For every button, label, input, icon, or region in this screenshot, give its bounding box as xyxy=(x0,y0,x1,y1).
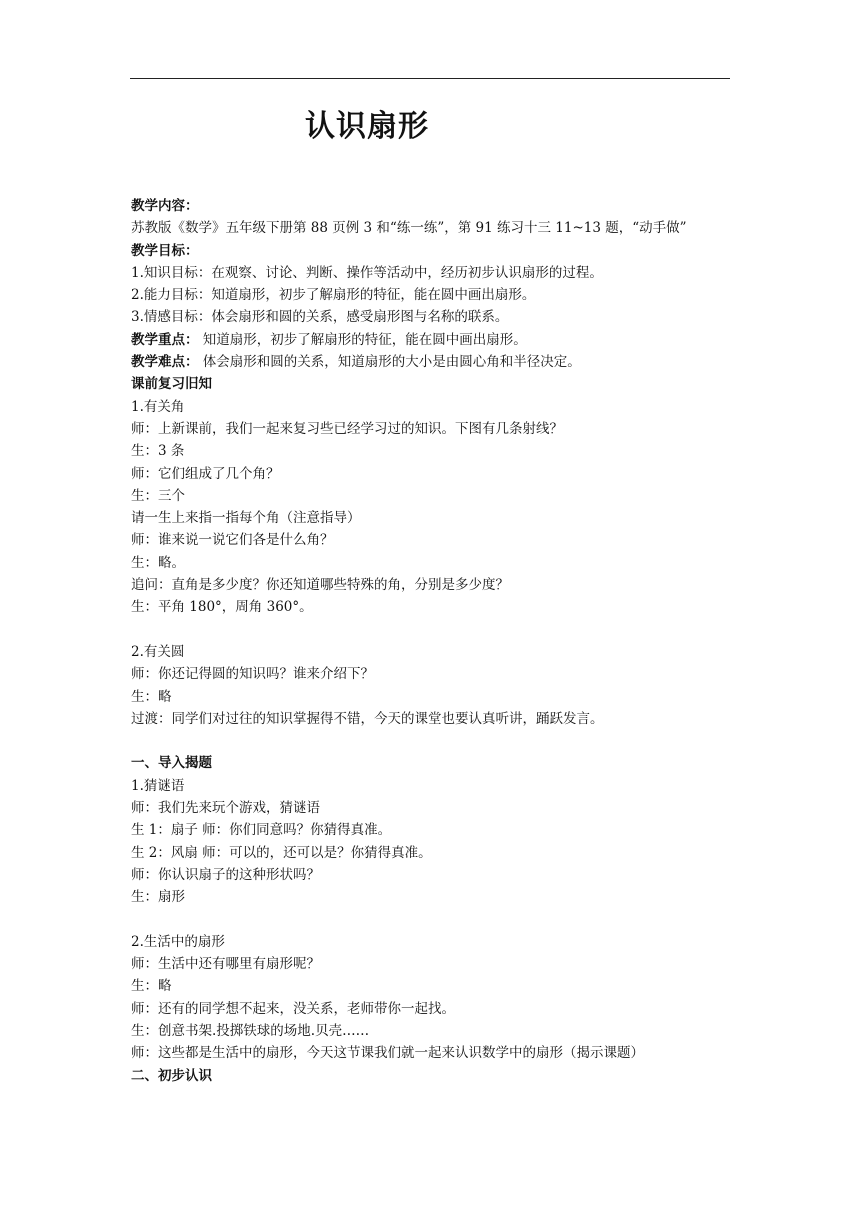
text-line xyxy=(131,819,741,841)
text-line xyxy=(131,418,741,440)
line-text: 2.能力目标：知道扇形，初步了解扇形的特征，能在圆中画出扇形。 xyxy=(131,287,536,304)
line-text: 生：平角 180°，周角 360°。 xyxy=(131,599,313,616)
line-text: 1.猜谜语 xyxy=(131,777,185,794)
line-text: 生 2：风扇 师：可以的，还可以是？你猜得真准。 xyxy=(131,844,432,861)
document-title: 认识扇形 xyxy=(305,109,429,144)
line-text: 请一生上来指一指每个角（注意指导） xyxy=(131,510,361,527)
header-rule xyxy=(130,78,730,79)
text-line xyxy=(131,262,741,284)
text-line xyxy=(131,864,741,886)
text-line xyxy=(131,1020,741,1042)
text-line xyxy=(131,730,741,752)
line-text: 师：你还记得圆的知识吗？谁来介绍下？ xyxy=(131,666,374,683)
text-line xyxy=(131,440,741,462)
line-text: 知道扇形，初步了解扇形的特征，能在圆中画出扇形。 xyxy=(198,331,527,348)
text-line xyxy=(131,842,741,864)
line-text: 师：谁来说一说它们各是什么角？ xyxy=(131,532,334,549)
line-text: 2.生活中的扇形 xyxy=(131,933,225,950)
line-text: 师：它们组成了几个角？ xyxy=(131,465,280,482)
text-line xyxy=(131,1042,741,1064)
section-heading xyxy=(131,373,741,395)
text-line xyxy=(131,975,741,997)
text-line xyxy=(131,574,741,596)
line-text: 生：创意书架.投掷铁球的场地.贝壳…… xyxy=(131,1022,370,1039)
text-line xyxy=(131,953,741,975)
line-text: 生：3 条 xyxy=(131,443,185,460)
section-heading xyxy=(131,752,741,774)
text-line xyxy=(131,217,741,239)
text-line xyxy=(131,775,741,797)
line-text: 追问：直角是多少度？你还知道哪些特殊的角，分别是多少度？ xyxy=(131,577,509,594)
line-text: 苏教版《数学》五年级下册第 88 页例 3 和“练一练”，第 91 练习十三 11~13 题，“动手做” xyxy=(131,220,687,237)
line-text: 生 1：扇子 师：你们同意吗？你猜得真准。 xyxy=(131,822,392,839)
line-text: 师：你认识扇子的这种形状吗？ xyxy=(131,866,320,883)
line-label: 教学重点： xyxy=(131,331,199,348)
line-text: 体会扇形和圆的关系，知道扇形的大小是由圆心角和半径决定。 xyxy=(198,354,581,371)
line-text: 生：略 xyxy=(131,688,172,705)
line-text: 师：这些都是生活中的扇形，今天这节课我们就一起来认识数学中的扇形（揭示课题） xyxy=(131,1045,644,1062)
text-line xyxy=(131,909,741,931)
text-line xyxy=(131,663,741,685)
line-text: 课前复习旧知 xyxy=(131,376,212,393)
line-text: 生：三个 xyxy=(131,487,185,504)
line-text: 生：略 xyxy=(131,978,172,995)
line-text: 师：上新课前，我们一起来复习些已经学习过的知识。下图有几条射线？ xyxy=(131,420,563,437)
line-label: 教学难点： xyxy=(131,354,199,371)
line-text: 1.有关角 xyxy=(131,398,185,415)
line-text: 生：略。 xyxy=(131,554,185,571)
text-line xyxy=(131,485,741,507)
line-text: 教学目标： xyxy=(131,242,199,259)
text-line xyxy=(131,596,741,618)
line-text: 二、初步认识 xyxy=(131,1067,212,1084)
document-body xyxy=(131,195,741,1087)
text-line xyxy=(131,284,741,306)
text-line xyxy=(131,998,741,1020)
line-text: 2.有关圆 xyxy=(131,643,185,660)
line-text: 1.知识目标：在观察、讨论、判断、操作等活动中，经历初步认识扇形的过程。 xyxy=(131,264,603,281)
line-text: 教学内容： xyxy=(131,198,199,214)
section-heading xyxy=(131,195,741,217)
text-line xyxy=(131,396,741,418)
text-line xyxy=(131,797,741,819)
line-text: 师：还有的同学想不起来，没关系，老师带你一起找。 xyxy=(131,1000,455,1017)
text-line xyxy=(131,507,741,529)
text-line xyxy=(131,529,741,551)
line-text: 师：我们先来玩个游戏，猜谜语 xyxy=(131,800,320,817)
text-line xyxy=(131,641,741,663)
line-text: 3.情感目标：体会扇形和圆的关系，感受扇形图与名称的联系。 xyxy=(131,309,509,326)
text-line xyxy=(131,463,741,485)
text-line xyxy=(131,931,741,953)
text-line xyxy=(131,619,741,641)
text-line xyxy=(131,886,741,908)
section-heading xyxy=(131,1065,741,1087)
line-text: 师：生活中还有哪里有扇形呢？ xyxy=(131,956,320,973)
text-line xyxy=(131,306,741,328)
text-line xyxy=(131,329,741,351)
text-line xyxy=(131,552,741,574)
line-text: 一、导入揭题 xyxy=(131,755,212,772)
text-line xyxy=(131,686,741,708)
line-text: 生：扇形 xyxy=(131,889,185,906)
line-text: 过渡：同学们对过往的知识掌握得不错，今天的课堂也要认真听讲，踊跃发言。 xyxy=(131,710,604,727)
section-heading xyxy=(131,240,741,262)
text-line xyxy=(131,351,741,373)
text-line xyxy=(131,708,741,730)
